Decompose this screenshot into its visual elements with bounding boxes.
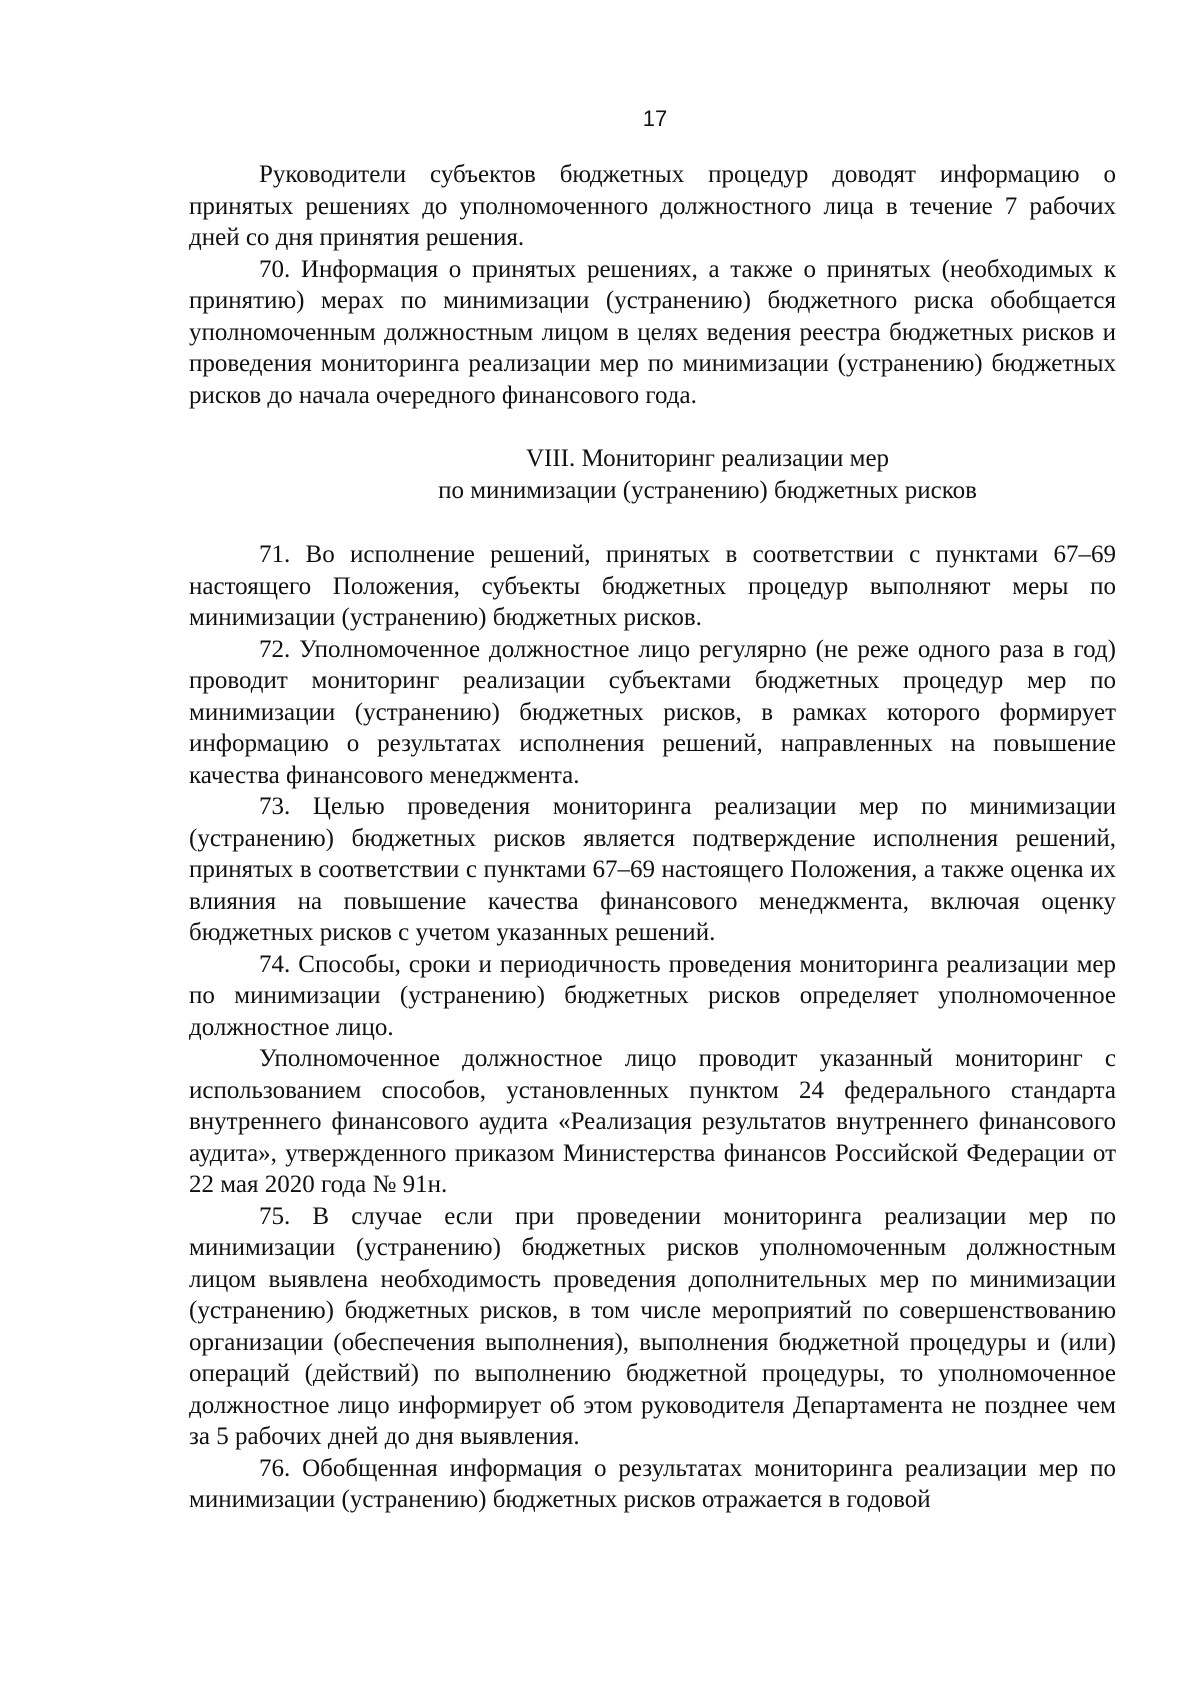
paragraph-74-monitoring-methods: Уполномоченное должностное лицо проводит указанный мониторинг с использованием способов, установленных пунктом 24 федерального стандарта внутреннего финансового аудита «Реализация результатов внутреннего финансового аудита», утвержденного приказом Министерства финансов Российской Федерации от 22 мая 2020 года № 91н.: [189, 1045, 1116, 1198]
document-body: [189, 159, 1116, 1516]
paragraph-70: 70. Информация о принятых решениях, а также о принятых (необходимых к принятию) мерах по минимизации (устранению) бюджетного риска обобщается уполномоченным должностным лицом в целях ведения реестра бюджетных рисков и проведения мониторинга реализации мер по минимизации (устранению) бюджетных рисков до начала очередного финансового года.: [189, 255, 1116, 409]
paragraph-76: 76. Обобщенная информация о результатах мониторинга реализации мер по минимизации (устранению) бюджетных рисков отражается в годовой: [189, 1454, 1116, 1513]
paragraph-74: 74. Способы, сроки и периодичность проведения мониторинга реализации мер по минимизации (устранению) бюджетных рисков определяет уполномоченное должностное лицо.: [189, 950, 1116, 1041]
paragraph-heads-notify: Руководители субъектов бюджетных процедур доводят информацию о принятых решениях до уполномоченного должностного лица в течение 7 рабочих дней со дня принятия решения.: [189, 161, 1116, 251]
section-heading-line-1: VIII. Мониторинг реализации мер: [525, 445, 890, 472]
paragraph-75: 75. В случае если при проведении мониторинга реализации мер по минимизации (устранению) бюджетных рисков уполномоченным должностным лицом выявлена необходимость проведения дополнительных мер по минимизации (устранению) бюджетных рисков, в том числе мероприятий по совершенствованию организации (обеспечения выполнения), выполнения бюджетной процедуры и (или) операций (действий) по выполнению бюджетной процедуры, то уполномоченное должностное лицо информирует об этом руководителя Департамента не позднее чем за 5 рабочих дней до дня выявления.: [189, 1202, 1116, 1450]
paragraph-71: 71. Во исполнение решений, принятых в соответствии с пунктами 67–69 настоящего Положения, субъекты бюджетных процедур выполняют меры по минимизации (устранению) бюджетных рисков.: [189, 541, 1116, 631]
page-number: 17: [642, 106, 668, 131]
paragraph-73: 73. Целью проведения мониторинга реализации мер по минимизации (устранению) бюджетных рисков является подтверждение исполнения решений, принятых в соответствии с пунктами 67–69 настоящего Положения, а также оценка их влияния на повышение качества финансового менеджмента, включая оценку бюджетных рисков с учетом указанных решений.: [189, 793, 1116, 946]
section-heading-line-2: по минимизации (устранению) бюджетных рисков: [438, 476, 977, 504]
section-heading-viii: [189, 443, 1116, 506]
paragraph-72: 72. Уполномоченное должностное лицо регулярно (не реже одного раза в год) проводит мониторинг реализации субъектами бюджетных процедур мер по минимизации (устранению) бюджетных рисков, в рамках которого формирует информацию о результатах исполнения решений, направленных на повышение качества финансового менеджмента.: [189, 635, 1116, 789]
